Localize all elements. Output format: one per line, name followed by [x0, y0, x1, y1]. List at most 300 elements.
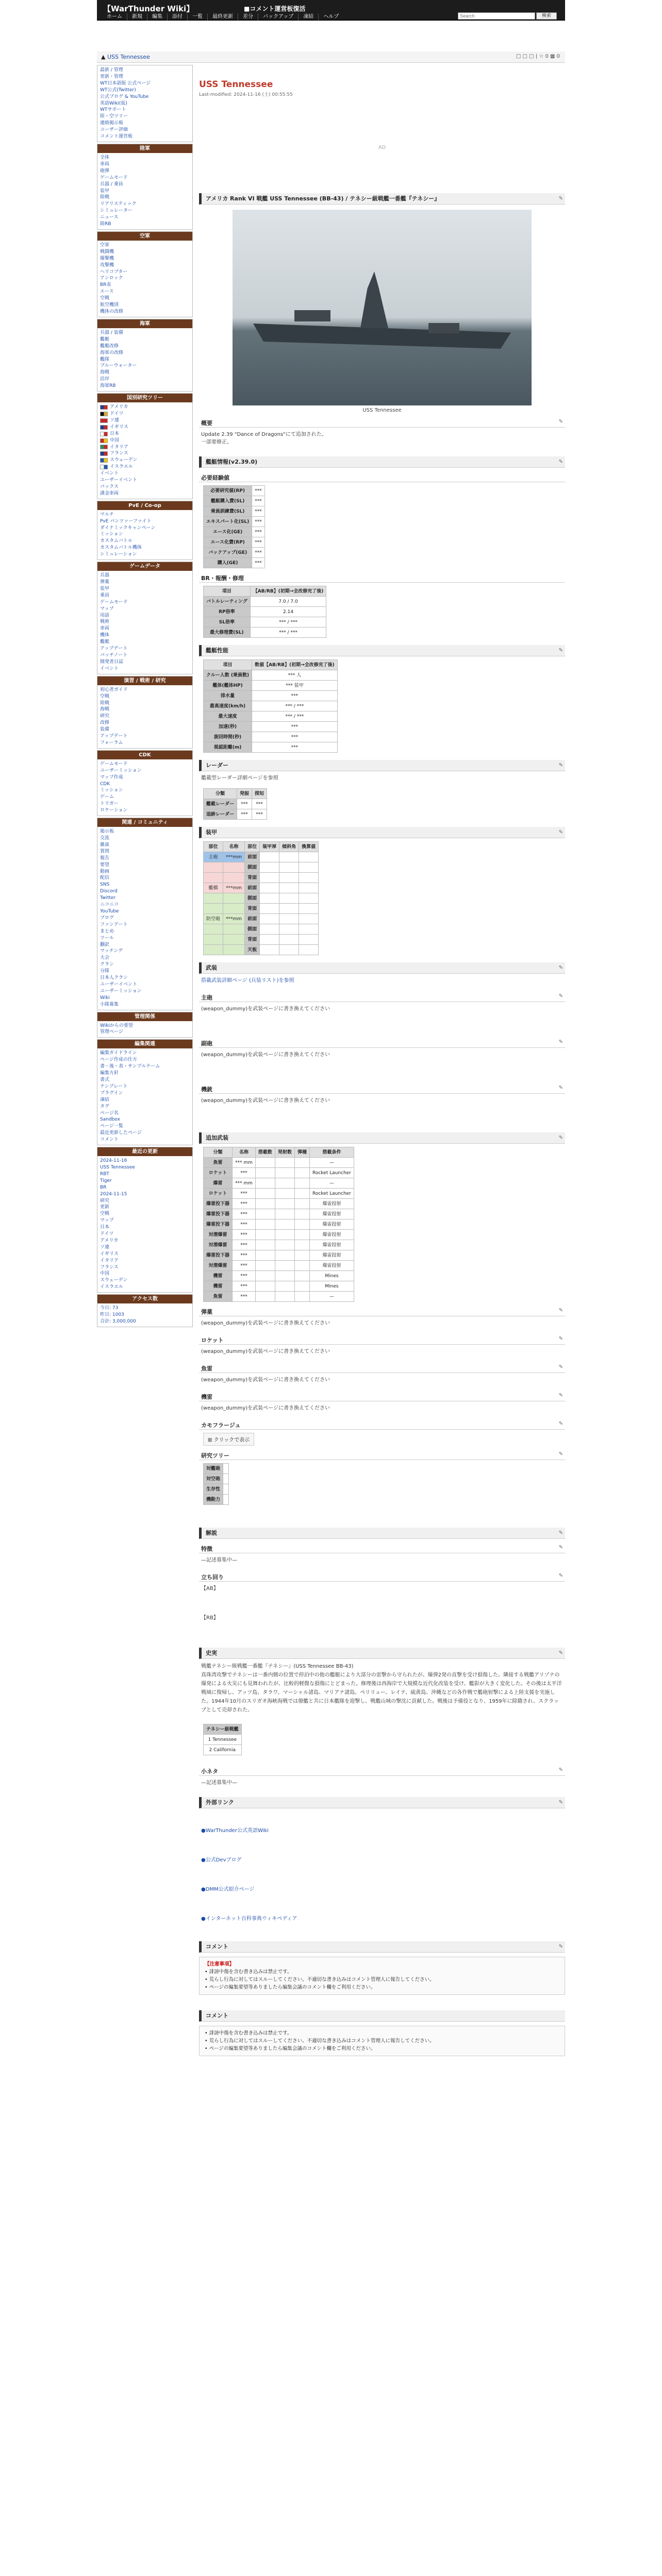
- sidebar-item[interactable]: [100, 935, 190, 942]
- ship-tower-shape: [351, 272, 398, 328]
- ad-placeholder: AD: [378, 145, 386, 150]
- radar-table: [203, 788, 267, 820]
- sidebar-flag-item[interactable]: [100, 450, 190, 457]
- edit-icon[interactable]: ✎: [558, 1451, 563, 1457]
- sidebar-item[interactable]: [100, 256, 190, 262]
- table-cell: [299, 893, 319, 904]
- table-row: [204, 1199, 354, 1209]
- sidebar-item-label: 陸・空ツリー: [100, 114, 128, 120]
- site-title[interactable]: 【WarThunder Wiki】: [103, 4, 194, 13]
- bullet-icon: •: [205, 2046, 209, 2052]
- sidebar-item[interactable]: [100, 706, 190, 713]
- edit-icon[interactable]: ✎: [558, 993, 563, 999]
- sidebar-box-body: [97, 827, 192, 1009]
- sidebar-item[interactable]: [100, 1204, 190, 1211]
- camo-toggle[interactable]: [203, 1433, 254, 1446]
- history-title: 史実: [206, 1650, 217, 1656]
- edit-icon[interactable]: ✎: [558, 829, 563, 835]
- sidebar-item[interactable]: [100, 282, 190, 289]
- sidebar-item[interactable]: [100, 1123, 190, 1130]
- comment-rule-text: 誹謗中傷を含む書き込みは禁止です。: [209, 2030, 292, 2036]
- sidebar-item[interactable]: [100, 613, 190, 619]
- sidebar-item[interactable]: [100, 659, 190, 666]
- edit-icon[interactable]: ✎: [558, 648, 563, 653]
- sidebar-item[interactable]: [100, 376, 190, 383]
- sidebar-item-label: マッチング: [100, 948, 123, 954]
- sidebar-item[interactable]: [100, 275, 190, 282]
- sidebar-item[interactable]: [100, 525, 190, 532]
- sidebar-item[interactable]: [100, 828, 190, 835]
- sidebar-item[interactable]: [100, 975, 190, 981]
- table-cell: [294, 1189, 309, 1199]
- sidebar-item[interactable]: [100, 1164, 190, 1171]
- sidebar-item[interactable]: [100, 87, 190, 94]
- edit-icon[interactable]: ✎: [558, 1393, 563, 1398]
- sidebar-item[interactable]: [100, 100, 190, 107]
- sidebar-item[interactable]: [100, 94, 190, 100]
- sidebar-item[interactable]: [100, 1270, 190, 1277]
- sidebar-item[interactable]: [100, 1083, 190, 1090]
- sidebar-flag-item[interactable]: [100, 437, 190, 444]
- sidebar-item[interactable]: [100, 1318, 190, 1325]
- sidebar-item[interactable]: [100, 875, 190, 882]
- edit-icon[interactable]: ✎: [558, 1421, 563, 1427]
- sidebar-item[interactable]: [100, 262, 190, 269]
- sidebar-item[interactable]: [100, 781, 190, 788]
- sidebar-item[interactable]: [100, 988, 190, 995]
- sidebar-item[interactable]: [100, 201, 190, 208]
- sidebar-item[interactable]: [100, 915, 190, 922]
- sidebar-item-label: 要望: [100, 862, 110, 868]
- sidebar-item[interactable]: [100, 1171, 190, 1178]
- sidebar-item[interactable]: [100, 774, 190, 781]
- sidebar-item[interactable]: [100, 666, 190, 672]
- sidebar-item[interactable]: [100, 922, 190, 928]
- sidebar-item[interactable]: [100, 1070, 190, 1077]
- sidebar-item[interactable]: [100, 208, 190, 214]
- sidebar-item[interactable]: [100, 1305, 190, 1312]
- sidebar-item[interactable]: [100, 632, 190, 639]
- sidebar-item[interactable]: [100, 74, 190, 80]
- sidebar-item[interactable]: [100, 80, 190, 87]
- sidebar-item[interactable]: [100, 1104, 190, 1110]
- table-cell: 爆雷投射: [309, 1261, 354, 1271]
- comment-rule-text: 誹謗中傷を含む書き込みは禁止です。: [209, 1969, 292, 1975]
- section-general: [199, 193, 565, 205]
- sidebar-flag-item[interactable]: [100, 444, 190, 451]
- sidebar-item[interactable]: [100, 955, 190, 961]
- table-cell: 追跡レーダー: [204, 809, 237, 820]
- sidebar-item[interactable]: [100, 895, 190, 902]
- sidebar-item[interactable]: [100, 862, 190, 869]
- sidebar-item[interactable]: [100, 720, 190, 726]
- menu-item[interactable]: 新規: [127, 13, 147, 21]
- sidebar-item-label: Sandbox: [100, 1117, 120, 1123]
- sidebar-flag-item[interactable]: [100, 404, 190, 411]
- table-cell: [299, 862, 319, 873]
- sidebar-item[interactable]: [100, 470, 190, 477]
- sidebar-item[interactable]: [100, 942, 190, 948]
- section-title: アメリカ Rank VI 戦艦 USS Tennessee (BB-43) / テネシー級戦艦一番艦『テネシー』: [206, 195, 440, 202]
- sidebar-item-label: アメリカ: [100, 1238, 119, 1243]
- flag-icon: [100, 438, 108, 443]
- sidebar-item[interactable]: [100, 67, 190, 74]
- menu-item[interactable]: 編集: [147, 13, 167, 21]
- sidebar-flag-item[interactable]: [100, 417, 190, 424]
- sidebar-item[interactable]: [100, 188, 190, 195]
- sidebar-item[interactable]: [100, 538, 190, 545]
- sidebar-item[interactable]: [100, 242, 190, 249]
- sidebar-box: [97, 319, 193, 392]
- sidebar-item[interactable]: [100, 1090, 190, 1097]
- table-cell: [299, 935, 319, 945]
- sidebar-item[interactable]: [100, 518, 190, 525]
- edit-icon[interactable]: ✎: [558, 1530, 563, 1536]
- table-cell: [260, 904, 279, 914]
- sidebar-item[interactable]: [100, 531, 190, 538]
- weapons-link[interactable]: 搭載武装詳細ページ (兵装リスト)を参照: [201, 978, 294, 984]
- sidebar-item-label: 日本人クラン: [100, 975, 128, 981]
- edit-icon[interactable]: ✎: [558, 1944, 563, 1950]
- sidebar-item[interactable]: [100, 161, 190, 168]
- breadcrumb-page[interactable]: USS Tennessee: [107, 54, 150, 60]
- edit-icon[interactable]: ✎: [558, 419, 563, 425]
- page-actions[interactable]: □ □ □ | ☆ 0 ▦ 0: [516, 54, 560, 59]
- sidebar-item[interactable]: [100, 302, 190, 309]
- sidebar-item-label: マップ作成: [100, 774, 123, 780]
- sidebar-item[interactable]: [100, 1238, 190, 1244]
- sidebar-item[interactable]: [100, 713, 190, 720]
- edit-icon[interactable]: ✎: [558, 1085, 563, 1091]
- table-cell: ***: [252, 732, 338, 742]
- sidebar-item[interactable]: [100, 484, 190, 490]
- sidebar-item[interactable]: [100, 336, 190, 343]
- sidebar-item-label: Twitter: [100, 895, 116, 901]
- sidebar-item[interactable]: [100, 639, 190, 646]
- sidebar-flag-label: イギリス: [110, 424, 128, 430]
- menu-item[interactable]: 一覧: [187, 13, 207, 21]
- sidebar-item[interactable]: [100, 194, 190, 201]
- sidebar-item[interactable]: [100, 1198, 190, 1205]
- edit-icon[interactable]: ✎: [558, 1364, 563, 1370]
- menu-item[interactable]: 凍結: [298, 13, 318, 21]
- sidebar-item[interactable]: [100, 357, 190, 363]
- sidebar-item[interactable]: [100, 1023, 190, 1029]
- sidebar-item-label: アップデート: [100, 734, 128, 739]
- table-cell: [260, 893, 279, 904]
- sidebar-item[interactable]: [100, 1116, 190, 1123]
- sidebar-item[interactable]: [100, 592, 190, 599]
- sidebar-item[interactable]: [100, 652, 190, 659]
- sidebar-item[interactable]: [100, 369, 190, 376]
- sidebar-flag-item[interactable]: [100, 424, 190, 431]
- sidebar-item-label: 開発者日誌: [100, 659, 124, 665]
- sidebar-item-label: WTサポート: [100, 107, 126, 113]
- sidebar-item[interactable]: [100, 948, 190, 955]
- sidebar-item-label: 弾薬: [100, 580, 110, 585]
- sidebar-item[interactable]: [100, 579, 190, 586]
- sidebar-item[interactable]: [100, 545, 190, 551]
- table-cell: [260, 914, 279, 924]
- feature-head: [199, 1543, 565, 1553]
- sidebar-item[interactable]: [100, 1284, 190, 1291]
- sidebar-item-label: SNS: [100, 882, 110, 888]
- edit-icon[interactable]: ✎: [558, 1573, 563, 1579]
- sidebar-item[interactable]: [100, 363, 190, 369]
- table-cell: 魚雷: [204, 1292, 233, 1302]
- sidebar-item[interactable]: [100, 249, 190, 256]
- sidebar-item[interactable]: [100, 1231, 190, 1238]
- sidebar-item[interactable]: [100, 477, 190, 484]
- sidebar-item[interactable]: [100, 888, 190, 895]
- edit-icon[interactable]: ✎: [558, 762, 563, 768]
- edit-icon[interactable]: ✎: [558, 459, 563, 465]
- sidebar-flag-item[interactable]: [100, 411, 190, 417]
- table-cell: ***: [252, 558, 265, 568]
- sidebar-item[interactable]: [100, 1077, 190, 1083]
- sidebar-item[interactable]: [100, 1244, 190, 1251]
- sidebar-item[interactable]: [100, 1097, 190, 1104]
- sidebar-item-label: 車両: [100, 161, 110, 167]
- sidebar-item[interactable]: [100, 120, 190, 127]
- gallery-title: 小ネタ: [201, 1768, 218, 1775]
- sidebar-item-label: 戦術: [100, 619, 110, 625]
- sidebar-item[interactable]: [100, 908, 190, 915]
- sidebar-item[interactable]: [100, 740, 190, 747]
- menu-item[interactable]: ヘルプ: [318, 13, 343, 21]
- sidebar-item[interactable]: [100, 214, 190, 221]
- table-row: [204, 1178, 354, 1189]
- sidebar-item[interactable]: [100, 1264, 190, 1271]
- table-row: [204, 691, 338, 701]
- menu-item[interactable]: 添付: [167, 13, 187, 21]
- sidebar-item[interactable]: [100, 133, 190, 140]
- sidebar-item[interactable]: [100, 693, 190, 700]
- table-cell: ***: [233, 1199, 256, 1209]
- sidebar-item[interactable]: [100, 1277, 190, 1284]
- sidebar-item[interactable]: [100, 1029, 190, 1036]
- sidebar-item[interactable]: [100, 330, 190, 336]
- sidebar-item[interactable]: [100, 1057, 190, 1063]
- table-cell: ***mm: [223, 883, 245, 893]
- ship-turret-shape: [294, 310, 330, 321]
- table-cell: クルー人数 (乗員数): [204, 670, 252, 681]
- sidebar-flag-label: 日本: [110, 431, 120, 436]
- sidebar-item[interactable]: [100, 855, 190, 862]
- edit-icon[interactable]: ✎: [558, 1039, 563, 1045]
- sidebar-item[interactable]: [100, 687, 190, 693]
- sidebar-flag-item[interactable]: [100, 431, 190, 437]
- table-cell: [279, 873, 299, 883]
- sidebar-item[interactable]: [100, 1110, 190, 1117]
- menu-item[interactable]: 差分: [238, 13, 258, 21]
- table-cell: 爆雷投射: [309, 1209, 354, 1219]
- table-cell: テネシー級戦艦: [204, 1724, 242, 1735]
- sidebar-item[interactable]: [100, 168, 190, 175]
- menu-item[interactable]: 最終更新: [207, 13, 238, 21]
- sidebar-item-label: 全体: [100, 155, 110, 160]
- comment-form-list: [205, 2029, 559, 2053]
- external-link[interactable]: ●WarThunder公式英語Wiki: [201, 1828, 269, 1834]
- sidebar-item[interactable]: [100, 512, 190, 518]
- table-cell[interactable]: 1 Tennessee: [204, 1735, 242, 1745]
- table-cell[interactable]: 2 California: [204, 1745, 242, 1755]
- table-cell: [204, 904, 223, 914]
- sidebar-item[interactable]: [100, 646, 190, 652]
- menu-item[interactable]: ホーム: [107, 14, 122, 20]
- sidebar-item[interactable]: [100, 961, 190, 968]
- sidebar-item[interactable]: [100, 599, 190, 606]
- menu-item[interactable]: バックアップ: [258, 13, 298, 21]
- edit-icon[interactable]: ✎: [558, 1650, 563, 1656]
- sidebar-item[interactable]: [100, 1191, 190, 1198]
- table-row: [204, 873, 319, 883]
- sidebar-item[interactable]: [100, 113, 190, 120]
- edit-icon[interactable]: ✎: [558, 1135, 563, 1141]
- sidebar-item[interactable]: [100, 625, 190, 632]
- sidebar-item[interactable]: [100, 726, 190, 733]
- edit-icon[interactable]: ✎: [558, 1800, 563, 1805]
- sidebar-item[interactable]: [100, 968, 190, 975]
- sidebar-item[interactable]: [100, 902, 190, 908]
- sidebar-item[interactable]: [100, 343, 190, 350]
- edit-icon[interactable]: ✎: [558, 965, 563, 971]
- sidebar-item[interactable]: [100, 835, 190, 842]
- sidebar-item[interactable]: [100, 1312, 190, 1318]
- sidebar-item-label: 海戦: [100, 370, 110, 376]
- sidebar-item[interactable]: [100, 995, 190, 1002]
- sidebar-item[interactable]: [100, 269, 190, 276]
- sidebar-item[interactable]: [100, 107, 190, 113]
- sidebar-item[interactable]: [100, 787, 190, 794]
- table-cell: 爆雷投射: [309, 1199, 354, 1209]
- sidebar-item[interactable]: [100, 1224, 190, 1231]
- sidebar-item[interactable]: [100, 768, 190, 774]
- external-link[interactable]: ●インターネット百科事典ウィキペディア: [201, 1916, 297, 1922]
- table-cell: 背面: [245, 935, 260, 945]
- table-row: [204, 607, 326, 617]
- sidebar-item[interactable]: [100, 155, 190, 161]
- comment-rules-label: 【注意事項】: [205, 1961, 235, 1967]
- sidebar-item[interactable]: [100, 606, 190, 613]
- sidebar-item[interactable]: [100, 761, 190, 768]
- external-links: [199, 1824, 565, 1926]
- table-header-cell: 分類: [204, 789, 237, 799]
- bullet-icon: •: [205, 2030, 209, 2036]
- sidebar-item[interactable]: [100, 1178, 190, 1184]
- sidebar-item-label: ヘリコプター: [100, 269, 128, 275]
- table-cell: ***: [233, 1292, 256, 1302]
- sidebar-item[interactable]: [100, 1137, 190, 1143]
- sidebar-item[interactable]: [100, 807, 190, 814]
- sidebar-item[interactable]: [100, 1251, 190, 1258]
- sidebar-item[interactable]: [100, 175, 190, 181]
- table-cell: 生存性: [204, 1484, 223, 1495]
- edit-icon[interactable]: ✎: [558, 1767, 563, 1773]
- sidebar-item[interactable]: [100, 127, 190, 133]
- sidebar-box: [97, 1039, 193, 1145]
- sidebar-item[interactable]: [100, 295, 190, 302]
- sidebar-item[interactable]: [100, 1184, 190, 1191]
- table-cell: [223, 1495, 229, 1505]
- home-icon[interactable]: ▲: [101, 54, 106, 60]
- sidebar-item[interactable]: [100, 350, 190, 357]
- sidebar-item-label: ページ一覧: [100, 1124, 123, 1129]
- sidebar-item[interactable]: [100, 1258, 190, 1264]
- sidebar-item[interactable]: [100, 1217, 190, 1224]
- sidebar-item[interactable]: [100, 619, 190, 625]
- sidebar-item[interactable]: [100, 794, 190, 801]
- history-head: [199, 1648, 565, 1659]
- sidebar-item[interactable]: [100, 181, 190, 188]
- edit-icon[interactable]: ✎: [558, 196, 563, 201]
- sidebar-item[interactable]: [100, 1130, 190, 1137]
- external-link[interactable]: ●DMM公式紹介ページ: [201, 1887, 255, 1892]
- sidebar-item[interactable]: [100, 490, 190, 497]
- sidebar-item[interactable]: [100, 928, 190, 935]
- sidebar-flag-item[interactable]: [100, 457, 190, 464]
- sidebar-item-label: スウェーデン: [100, 1278, 128, 1283]
- br-table: [203, 586, 326, 638]
- sidebar-item[interactable]: [100, 1063, 190, 1070]
- table-cell: [255, 1240, 275, 1250]
- sidebar-flag-label: イタリア: [110, 444, 129, 450]
- br-head: [199, 572, 565, 583]
- search-button[interactable]: 検索: [536, 12, 557, 20]
- search-input[interactable]: [458, 12, 535, 20]
- table-header-row: [204, 842, 319, 852]
- sidebar-item[interactable]: [100, 849, 190, 855]
- sidebar-item[interactable]: [100, 842, 190, 849]
- sidebar-item[interactable]: [100, 221, 190, 228]
- sidebar-item[interactable]: [100, 586, 190, 592]
- perf-table: [203, 659, 338, 753]
- edit-icon[interactable]: ✎: [558, 1308, 563, 1313]
- edit-icon[interactable]: ✎: [558, 1336, 563, 1342]
- sidebar-box-body: [97, 65, 192, 142]
- table-cell: [275, 1189, 294, 1199]
- sidebar-item[interactable]: [100, 733, 190, 740]
- sidebar-item[interactable]: [100, 981, 190, 988]
- sidebar-item[interactable]: [100, 551, 190, 558]
- table-row: [204, 527, 265, 537]
- sidebar-item-label: 雑談: [100, 842, 110, 848]
- sidebar-item[interactable]: [100, 289, 190, 295]
- sidebar-item[interactable]: [100, 1158, 190, 1164]
- sidebar-item[interactable]: [100, 700, 190, 707]
- external-link[interactable]: ●公式Devブログ: [201, 1857, 242, 1863]
- sidebar-item[interactable]: [100, 869, 190, 875]
- sidebar-flag-item[interactable]: [100, 464, 190, 470]
- specs-head: [199, 456, 565, 468]
- sidebar-box-body: [97, 402, 192, 499]
- sidebar-item[interactable]: [100, 1050, 190, 1057]
- table-cell: RP倍率: [204, 607, 251, 617]
- sidebar-item-label: アップデート: [100, 646, 128, 652]
- table-cell: [279, 904, 299, 914]
- sidebar-item[interactable]: [100, 882, 190, 888]
- sidebar-item[interactable]: [100, 309, 190, 315]
- sidebar-item[interactable]: [100, 572, 190, 579]
- edit-icon[interactable]: ✎: [558, 1545, 563, 1550]
- sidebar-item[interactable]: [100, 1211, 190, 1217]
- sidebar-item[interactable]: [100, 801, 190, 807]
- sidebar-item[interactable]: [100, 1002, 190, 1008]
- notify-link[interactable]: ■コメント運営板復活: [244, 5, 306, 12]
- sidebar-item[interactable]: [100, 383, 190, 389]
- feature-title: 特徴: [201, 1546, 212, 1552]
- sidebar-item-label: ユーザーイベント: [100, 478, 138, 483]
